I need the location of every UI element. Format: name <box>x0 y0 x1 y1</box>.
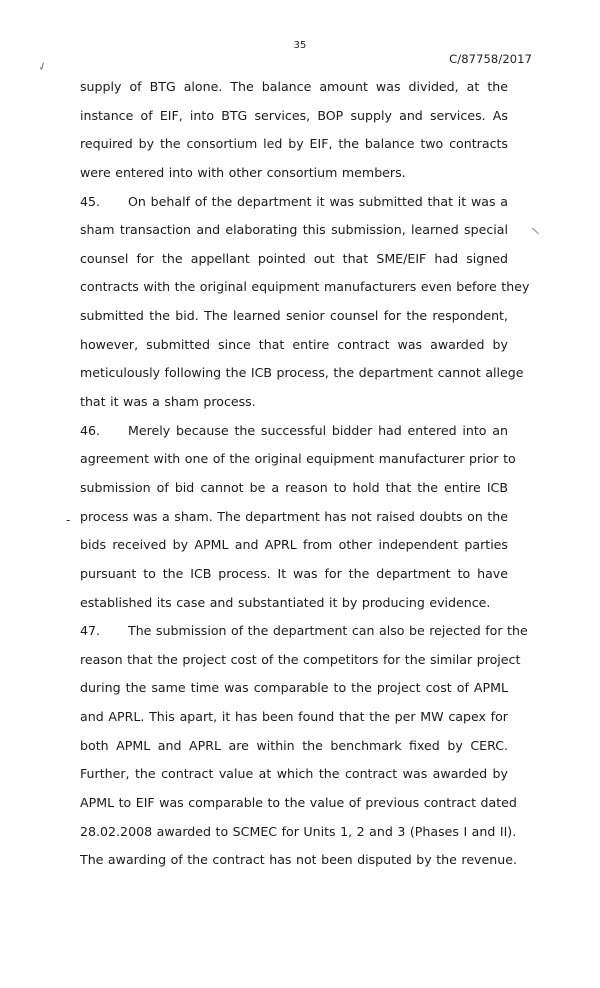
text-line: meticulously following the ICB process, the department cannot allege <box>80 365 524 381</box>
text-line: 28.02.2008 awarded to SCMEC for Units 1, 2 and 3 (Phases I and II). <box>80 823 517 839</box>
paragraph-number: 45. <box>80 193 101 209</box>
text-line: The awarding of the contract has not been disputed by the revenue. <box>80 852 517 868</box>
text-line: were entered into with other consortium members. <box>80 164 406 180</box>
margin-tick-mark: ✓ <box>36 58 50 75</box>
paragraph-45 <box>80 188 530 417</box>
text-line: required by the consortium led by EIF, the balance two contracts <box>80 136 508 152</box>
text-line: that it was a sham process. <box>80 394 256 410</box>
text-line: bids received by APML and APRL from other independent parties <box>80 537 508 553</box>
text-line: during the same time was comparable to the project cost of APML <box>80 680 508 696</box>
text-line: both APML and APRL are within the benchmark fixed by CERC. <box>80 737 508 753</box>
document-body <box>80 73 530 875</box>
text-line: On behalf of the department it was submitted that it was a <box>128 193 508 209</box>
text-line: counsel for the appellant pointed out that SME/EIF had signed <box>80 250 508 266</box>
text-line: contracts with the original equipment manufacturers even before they <box>80 279 530 295</box>
text-line: and APRL. This apart, it has been found that the per MW capex for <box>80 709 508 725</box>
text-line: reason that the project cost of the competitors for the similar project <box>80 651 521 667</box>
paragraph-number: 46. <box>80 422 101 438</box>
text-line: Merely because the successful bidder had entered into an <box>128 422 508 438</box>
text-line: submission of bid cannot be a reason to hold that the entire ICB <box>80 479 508 495</box>
text-line: APML to EIF was comparable to the value of previous contract dated <box>80 795 517 811</box>
text-line: process was a sham. The department has not raised doubts on the <box>80 508 508 524</box>
text-line: agreement with one of the original equipment manufacturer prior to <box>80 451 516 467</box>
paragraph-46 <box>80 417 516 617</box>
text-line: however, submitted since that entire contract was awarded by <box>80 336 508 352</box>
text-line: Further, the contract value at which the contract was awarded by <box>80 766 508 782</box>
text-line: established its case and substantiated it by producing evidence. <box>80 594 491 610</box>
margin-dash-mark: - <box>66 513 71 527</box>
page-number: 35 <box>293 40 307 51</box>
text-line: The submission of the department can also be rejected for the <box>128 623 528 639</box>
case-number: C/87758/2017 <box>449 52 532 66</box>
text-line: sham transaction and elaborating this submission, learned special <box>80 222 508 238</box>
text-line: submitted the bid. The learned senior counsel for the respondent, <box>80 308 508 324</box>
text-line: supply of BTG alone. The balance amount was divided, at the <box>80 79 508 94</box>
margin-stray-mark: \ <box>531 225 540 238</box>
paragraph-47 <box>80 617 528 875</box>
continuation-paragraph <box>80 73 508 188</box>
text-line: pursuant to the ICB process. It was for the department to have <box>80 565 508 581</box>
paragraph-number: 47. <box>80 623 101 639</box>
text-line: instance of EIF, into BTG services, BOP supply and services. As <box>80 107 508 123</box>
